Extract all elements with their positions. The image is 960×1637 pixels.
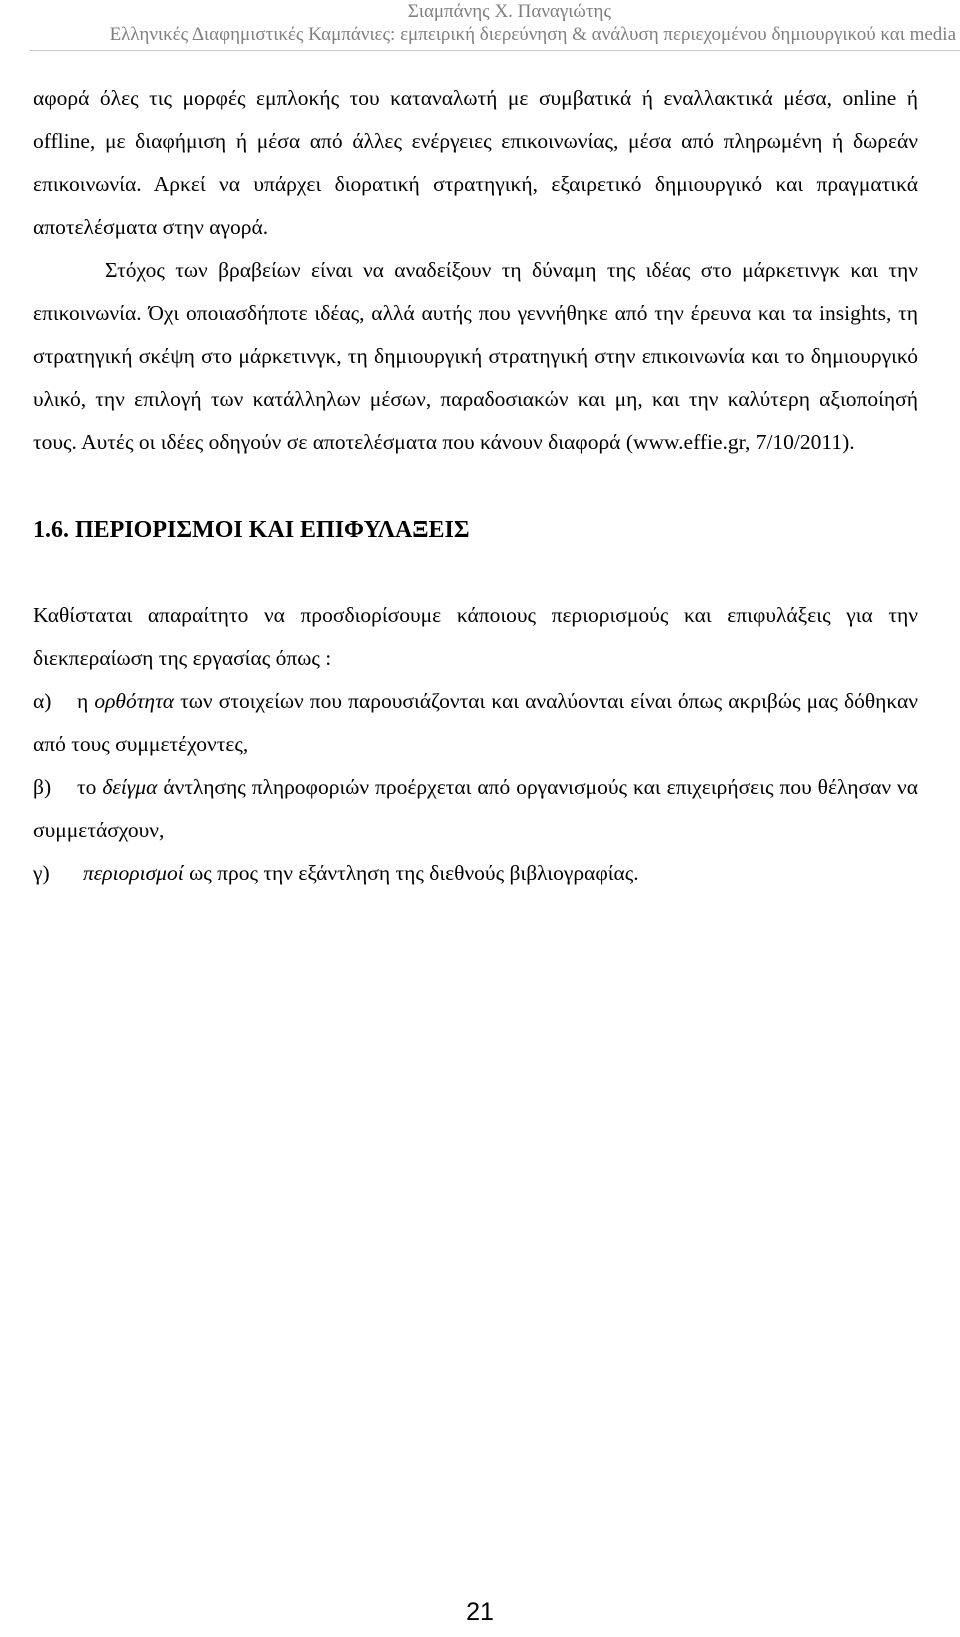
list-item-text: των στοιχείων που παρουσιάζονται και αναλύονται είναι όπως ακριβώς μας δόθηκαν από τους συμμετέχοντες,	[33, 689, 918, 756]
list-item-limitations	[33, 852, 918, 895]
list-item-sample	[33, 766, 918, 852]
list-marker: α)	[33, 689, 52, 713]
list-marker: γ)	[33, 861, 50, 885]
header-thesis-title: Ελληνικές Διαφημιστικές Καμπάνιες: εμπειρική διερεύνηση & ανάλυση περιεχομένου δημιουργικού και media	[109, 24, 956, 45]
running-header	[0, 0, 960, 46]
header-author: Σιαμπάνης Χ. Παναγιώτης	[407, 1, 611, 22]
list-item-accuracy	[33, 680, 918, 766]
section-intro: Καθίσταται απαραίτητο να προσδιορίσουμε κάποιους περιορισμούς και επιφυλάξεις για την διεκπεραίωση της εργασίας όπως :	[33, 603, 918, 670]
list-item-lead: το	[77, 775, 97, 799]
paragraph-effie-scope: αφορά όλες τις μορφές εμπλοκής του καταναλωτή με συμβατικά ή εναλλακτικά μέσα, online ή offline, με διαφήμιση ή μέσα από άλλες ενέργειες επικοινωνίας, μέσα από πληρωμένη ή δωρεάν επικοινωνία. Αρκεί να υπάρχει διορατική στρατηγική, εξαιρετικό δημιουργικό και πραγματικά αποτελέσματα στην αγορά.	[33, 86, 918, 239]
page-number: 21	[466, 1598, 494, 1626]
list-marker: β)	[33, 775, 52, 799]
list-item-emphasis: δείγμα	[102, 775, 158, 799]
list-item-text: άντλησης πληροφοριών προέρχεται από οργανισμούς και επιχειρήσεις που θέλησαν να συμμετάσχουν,	[33, 775, 919, 842]
page-body	[33, 77, 918, 895]
paragraph-awards-goal: Στόχος των βραβείων είναι να αναδείξουν τη δύναμη της ιδέας στο μάρκετινγκ και την επικοινωνία. Όχι οποιασδήποτε ιδέας, αλλά αυτής που γεννήθηκε από την έρευνα και τα insights, τη στρατηγική σκέψη στο μάρκετινγκ, τη δημιουργική στρατηγική στην επικοινωνία και το δημιουργικό υλικό, την επιλογή των κατάλληλων μέσων, παραδοσιακών και μη, και την καλύτερη αξιοποίησή τους. Αυτές οι ιδέες οδηγούν σε αποτελέσματα που κάνουν διαφορά (www.effie.gr, 7/10/2011).	[33, 258, 918, 454]
list-item-text: ως προς την εξάντληση της διεθνούς βιβλιογραφίας.	[189, 861, 639, 885]
list-item-lead: η	[77, 689, 89, 713]
list-item-emphasis: περιορισμοί	[83, 861, 184, 885]
header-rule	[30, 50, 960, 51]
list-item-emphasis: ορθότητα	[94, 689, 175, 713]
section-heading: 1.6. ΠΕΡΙΟΡΙΣΜΟΙ ΚΑΙ ΕΠΙΦΥΛΑΞΕΙΣ	[33, 517, 470, 543]
